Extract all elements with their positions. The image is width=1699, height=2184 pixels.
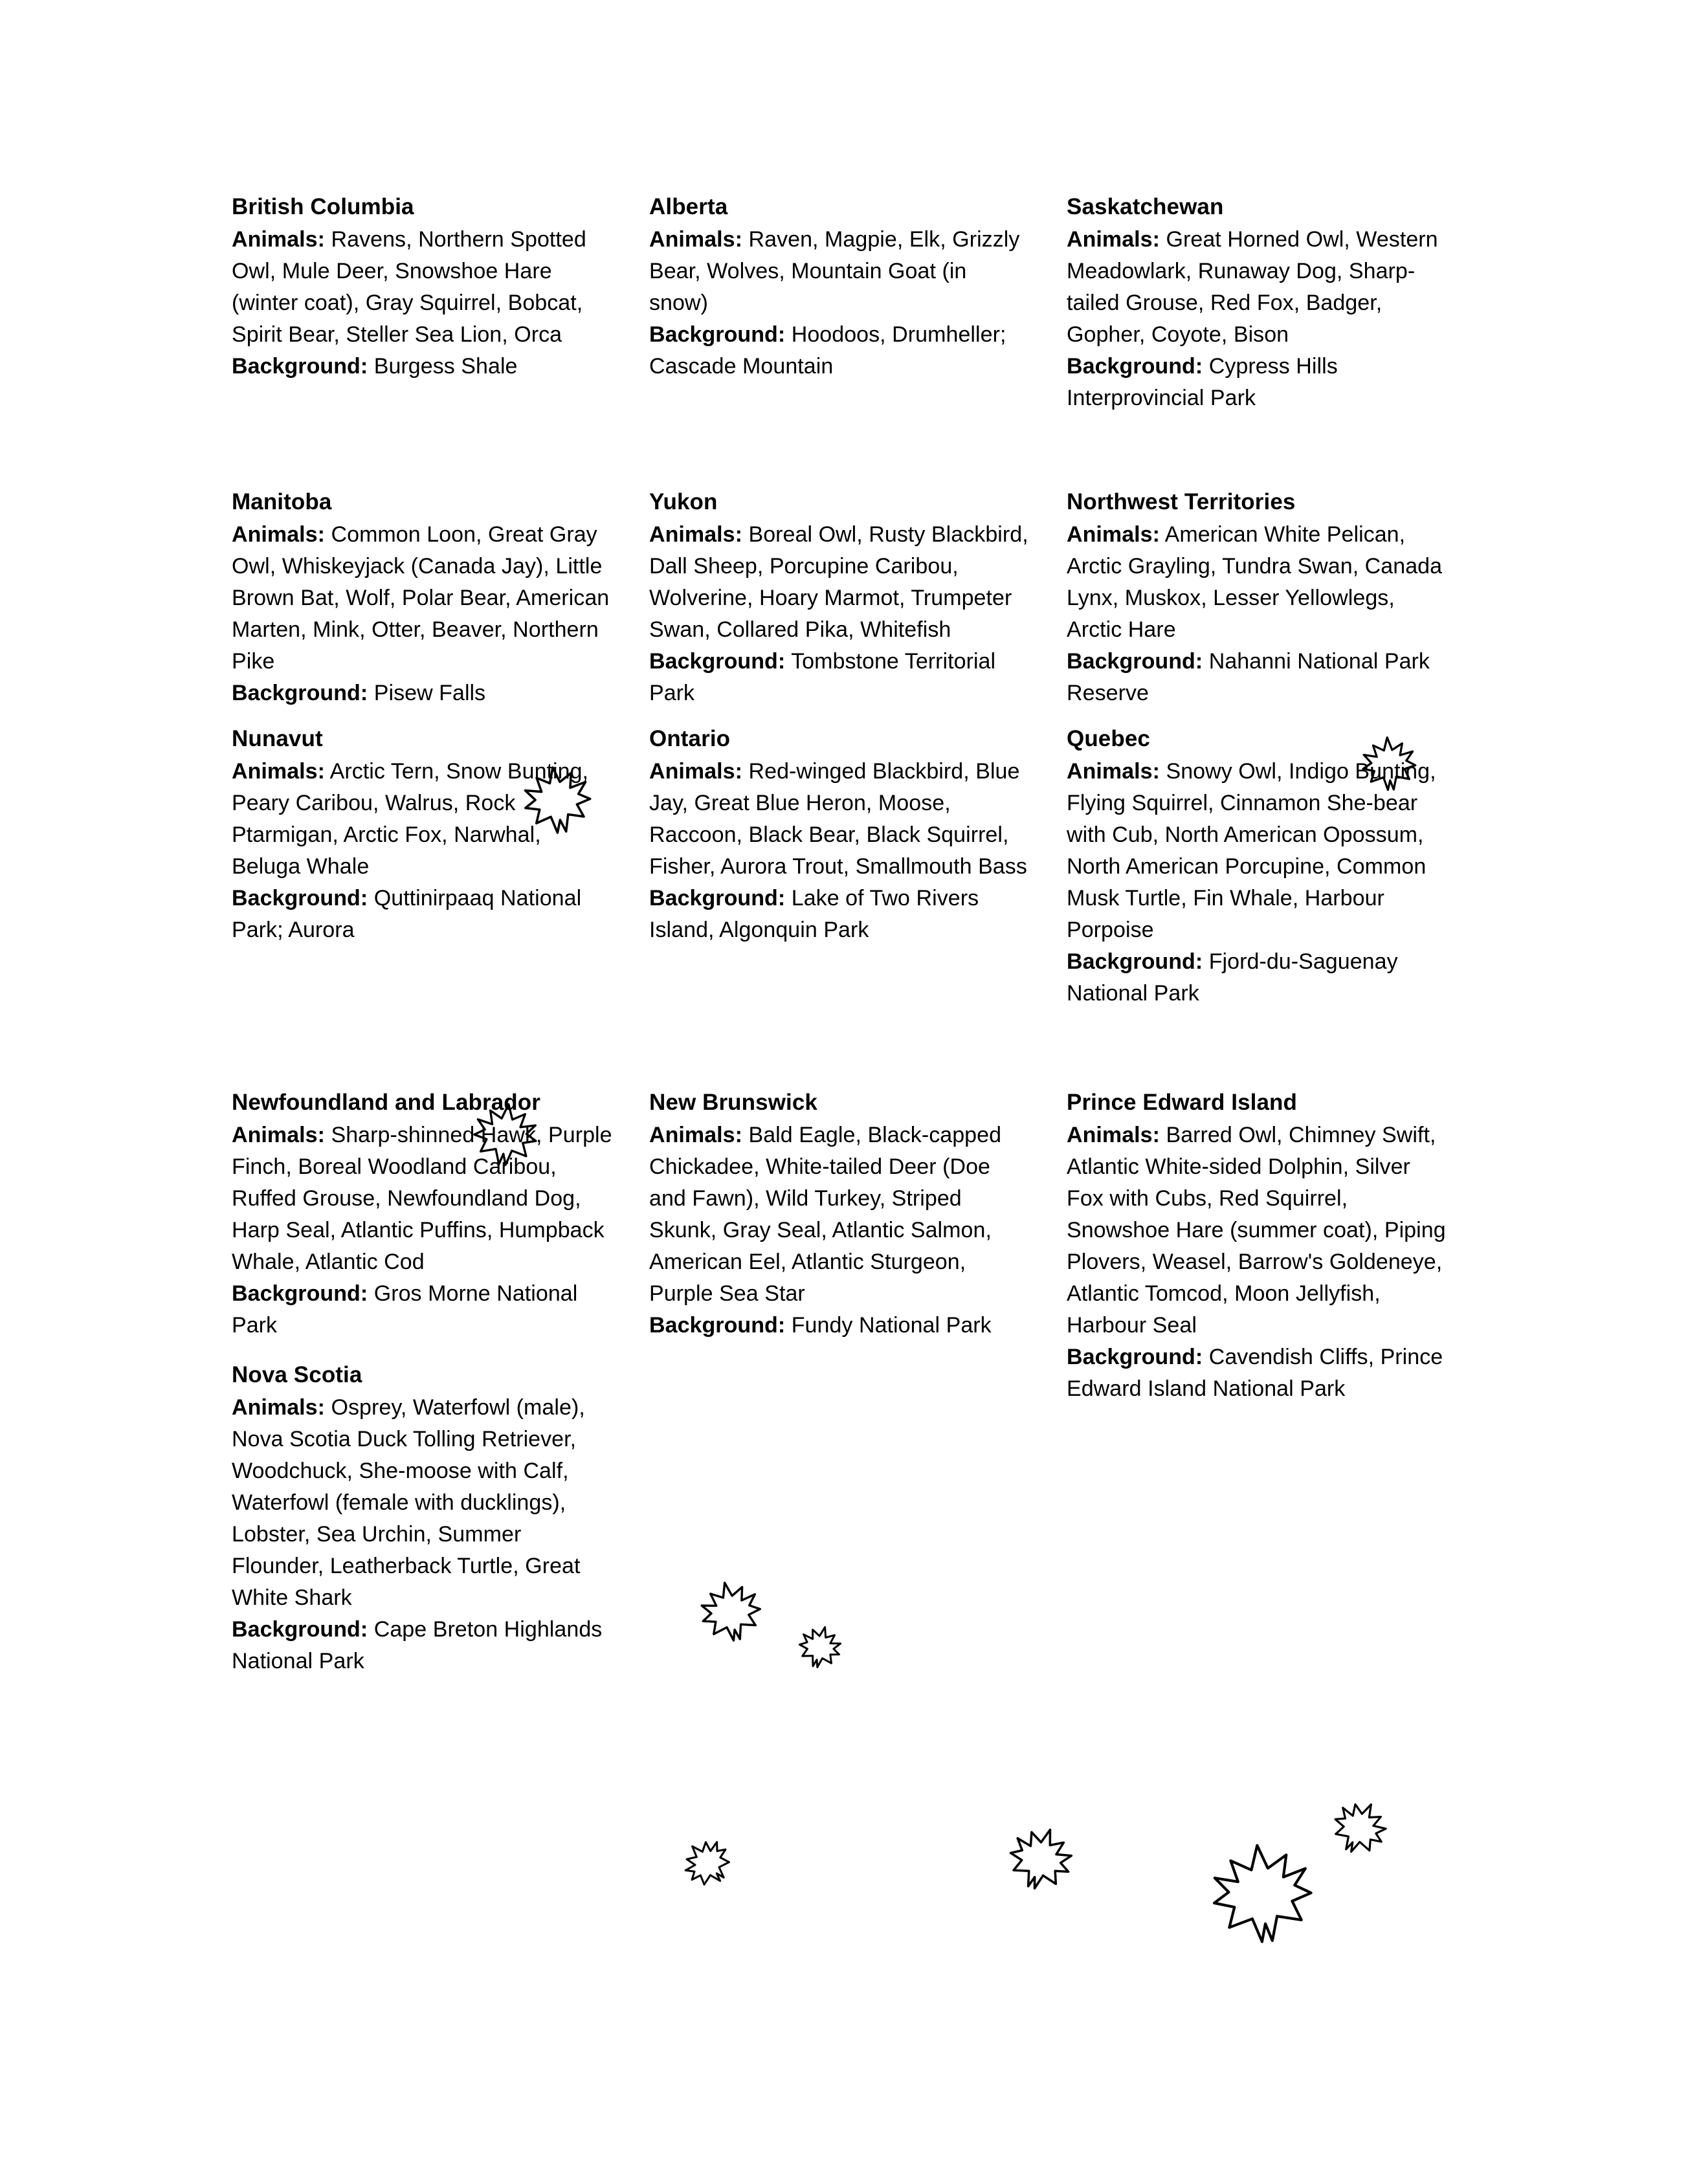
column-3 — [1067, 192, 1474, 443]
background-value: Tombstone Territorial Park — [649, 649, 996, 706]
background-value: Lake of Two Rivers Island, Algonquin Park — [649, 886, 979, 943]
background-value: Cavendish Cliffs, Prince Edward Island National Park — [1067, 1344, 1443, 1401]
province-title: Nunavut — [232, 726, 323, 752]
animals-label: Animals: — [232, 227, 325, 252]
background-value: Fjord-du-Saguenay National Park — [1067, 949, 1398, 1006]
animals-label: Animals: — [649, 522, 742, 547]
column-1 — [232, 1087, 649, 1714]
background-label: Background: — [1067, 949, 1203, 975]
province-entry-prince-edward-island — [1067, 1087, 1449, 1405]
animals-label: Animals: — [232, 1123, 325, 1148]
province-title: Ontario — [649, 726, 731, 752]
column-2 — [649, 487, 1067, 1046]
province-entry-alberta — [649, 192, 1031, 382]
province-details — [232, 224, 614, 382]
background-label: Background: — [232, 681, 368, 706]
province-title: British Columbia — [232, 194, 414, 219]
provinces-row-2 — [232, 487, 1474, 1046]
province-entry-newfoundland-and-labrador — [232, 1087, 614, 1341]
animals-value: Sharp-shinned Hawk, Purple Finch, Boreal Woodland Caribou, Ruffed Grouse, Newfoundland Dog, Harp Seal, Atlantic Puffins, Humpback Whale, Atlantic Cod — [232, 1123, 612, 1275]
column-3 — [1067, 487, 1474, 1046]
animals-value: Ravens, Northern Spotted Owl, Mule Deer, Snowshoe Hare (winter coat), Gray Squirrel, Bobcat, Spirit Bear, Steller Sea Lion, Orca — [232, 227, 586, 347]
animals-value: Barred Owl, Chimney Swift, Atlantic White-sided Dolphin, Silver Fox with Cubs, Red Squirrel, Snowshoe Hare (summer coat), Piping Plovers, Weasel, Barrow's Goldeneye, Atlantic Tomcod, Moon Jellyfish, Harbour Seal — [1067, 1123, 1446, 1338]
background-label: Background: — [1067, 649, 1203, 674]
background-value: Cypress Hills Interprovincial Park — [1067, 354, 1338, 411]
province-entry-manitoba — [232, 487, 614, 709]
animals-label: Animals: — [1067, 759, 1160, 784]
animals-value: Common Loon, Great Gray Owl, Whiskeyjack (Canada Jay), Little Brown Bat, Wolf, Polar Bear, American Marten, Mink, Otter, Beaver, Northern Pike — [232, 522, 610, 674]
animals-value: Snowy Owl, Indigo Bunting, Flying Squirrel, Cinnamon She-bear with Cub, North American Opossum, North American Porcupine, Common Musk Turtle, Fin Whale, Harbour Porpoise — [1067, 759, 1436, 943]
province-title: Alberta — [649, 194, 728, 219]
provinces-grid-container — [232, 192, 1474, 1714]
provinces-row-1 — [232, 192, 1474, 443]
background-value: Cape Breton Highlands National Park — [232, 1616, 603, 1673]
animals-label: Animals: — [649, 227, 742, 252]
maple-leaf-icon — [665, 1822, 748, 1903]
province-title: Nova Scotia — [232, 1362, 362, 1387]
province-entry-ontario — [649, 723, 1031, 946]
animals-value: American White Pelican, Arctic Grayling, Tundra Swan, Canada Lynx, Muskox, Lesser Yellowlegs, Arctic Hare — [1067, 522, 1443, 643]
province-entry-nova-scotia — [232, 1360, 614, 1677]
province-details — [232, 756, 614, 946]
background-value: Gros Morne National Park — [232, 1281, 578, 1338]
background-label: Background: — [1067, 1344, 1203, 1369]
maple-leaf-icon — [1320, 1789, 1399, 1866]
background-value: Pisew Falls — [373, 681, 486, 706]
background-value: Quttinirpaaq National Park; Aurora — [232, 886, 582, 943]
province-entry-nunavut — [232, 723, 614, 946]
background-label: Background: — [1067, 354, 1203, 379]
column-3 — [1067, 1087, 1474, 1714]
province-details — [232, 1392, 614, 1677]
province-entry-yukon — [649, 487, 1031, 709]
province-details — [232, 1120, 614, 1341]
animals-value: Osprey, Waterfowl (male), Nova Scotia Duck Tolling Retriever, Woodchuck, She-moose with Calf, Waterfowl (female with ducklings), Lobster, Sea Urchin, Summer Flounder, Leatherback Turtle, Great White Shark — [232, 1395, 585, 1610]
province-title: Saskatchewan — [1067, 194, 1224, 219]
province-details — [1067, 224, 1449, 414]
background-value: Fundy National Park — [791, 1312, 992, 1338]
animals-value: Raven, Magpie, Elk, Grizzly Bear, Wolves, Mountain Goat (in snow) — [649, 227, 1020, 316]
province-entry-northwest-territories — [1067, 487, 1449, 709]
maple-leaf-icon — [1205, 1833, 1320, 1953]
province-title: Northwest Territories — [1067, 489, 1296, 515]
province-title: Yukon — [649, 489, 718, 515]
animals-label: Animals: — [1067, 227, 1160, 252]
province-details — [1067, 1120, 1449, 1405]
animals-label: Animals: — [649, 759, 742, 784]
province-details — [649, 224, 1031, 382]
province-entry-british-columbia — [232, 192, 614, 382]
background-value: Hoodoos, Drumheller; Cascade Mountain — [649, 322, 1006, 379]
province-title: Prince Edward Island — [1067, 1089, 1297, 1115]
province-title: Quebec — [1067, 726, 1150, 752]
province-entry-quebec — [1067, 723, 1449, 1009]
animals-value: Great Horned Owl, Western Meadowlark, Runaway Dog, Sharp-tailed Grouse, Red Fox, Badger, Gopher, Coyote, Bison — [1067, 227, 1438, 347]
province-details — [649, 756, 1031, 946]
animals-label: Animals: — [232, 1395, 325, 1420]
province-details — [649, 1120, 1031, 1341]
animals-value: Red-winged Blackbird, Blue Jay, Great Blue Heron, Moose, Raccoon, Black Bear, Black Squirrel, Fisher, Aurora Trout, Smallmouth Bass — [649, 759, 1027, 879]
background-label: Background: — [649, 322, 786, 347]
province-title: Newfoundland and Labrador — [232, 1089, 540, 1115]
province-entry-saskatchewan — [1067, 192, 1449, 414]
background-label: Background: — [232, 1281, 368, 1307]
background-label: Background: — [649, 1312, 786, 1338]
animals-value: Bald Eagle, Black-capped Chickadee, White-tailed Deer (Doe and Fawn), Wild Turkey, Striped Skunk, Gray Seal, Atlantic Salmon, American Eel, Atlantic Sturgeon, Purple Sea Star — [649, 1123, 1002, 1307]
column-1 — [232, 192, 649, 443]
animals-value: Arctic Tern, Snow Bunting, Peary Caribou, Walrus, Rock Ptarmigan, Arctic Fox, Narwhal, Beluga Whale — [232, 759, 589, 879]
column-1 — [232, 487, 649, 1046]
province-entry-new-brunswick — [649, 1087, 1031, 1341]
animals-label: Animals: — [1067, 522, 1160, 547]
background-value: Nahanni National Park Reserve — [1067, 649, 1430, 706]
animals-label: Animals: — [232, 522, 325, 547]
column-2 — [649, 192, 1067, 443]
maple-leaf-icon — [998, 1816, 1084, 1901]
background-label: Background: — [649, 649, 786, 674]
animals-label: Animals: — [649, 1123, 742, 1148]
province-title: New Brunswick — [649, 1089, 817, 1115]
background-value: Burgess Shale — [373, 354, 518, 379]
province-details — [1067, 519, 1449, 709]
province-details — [1067, 756, 1449, 1009]
province-title: Manitoba — [232, 489, 332, 515]
animals-label: Animals: — [232, 759, 325, 784]
animals-label: Animals: — [1067, 1123, 1160, 1148]
background-label: Background: — [232, 1616, 368, 1642]
province-details — [649, 519, 1031, 709]
provinces-row-3 — [232, 1087, 1474, 1714]
background-label: Background: — [649, 886, 786, 911]
province-details — [232, 519, 614, 709]
background-label: Background: — [232, 886, 368, 911]
animals-value: Boreal Owl, Rusty Blackbird, Dall Sheep, Porcupine Caribou, Wolverine, Hoary Marmot, Trumpeter Swan, Collared Pika, Whitefish — [649, 522, 1028, 643]
column-2 — [649, 1087, 1067, 1714]
background-label: Background: — [232, 354, 368, 379]
